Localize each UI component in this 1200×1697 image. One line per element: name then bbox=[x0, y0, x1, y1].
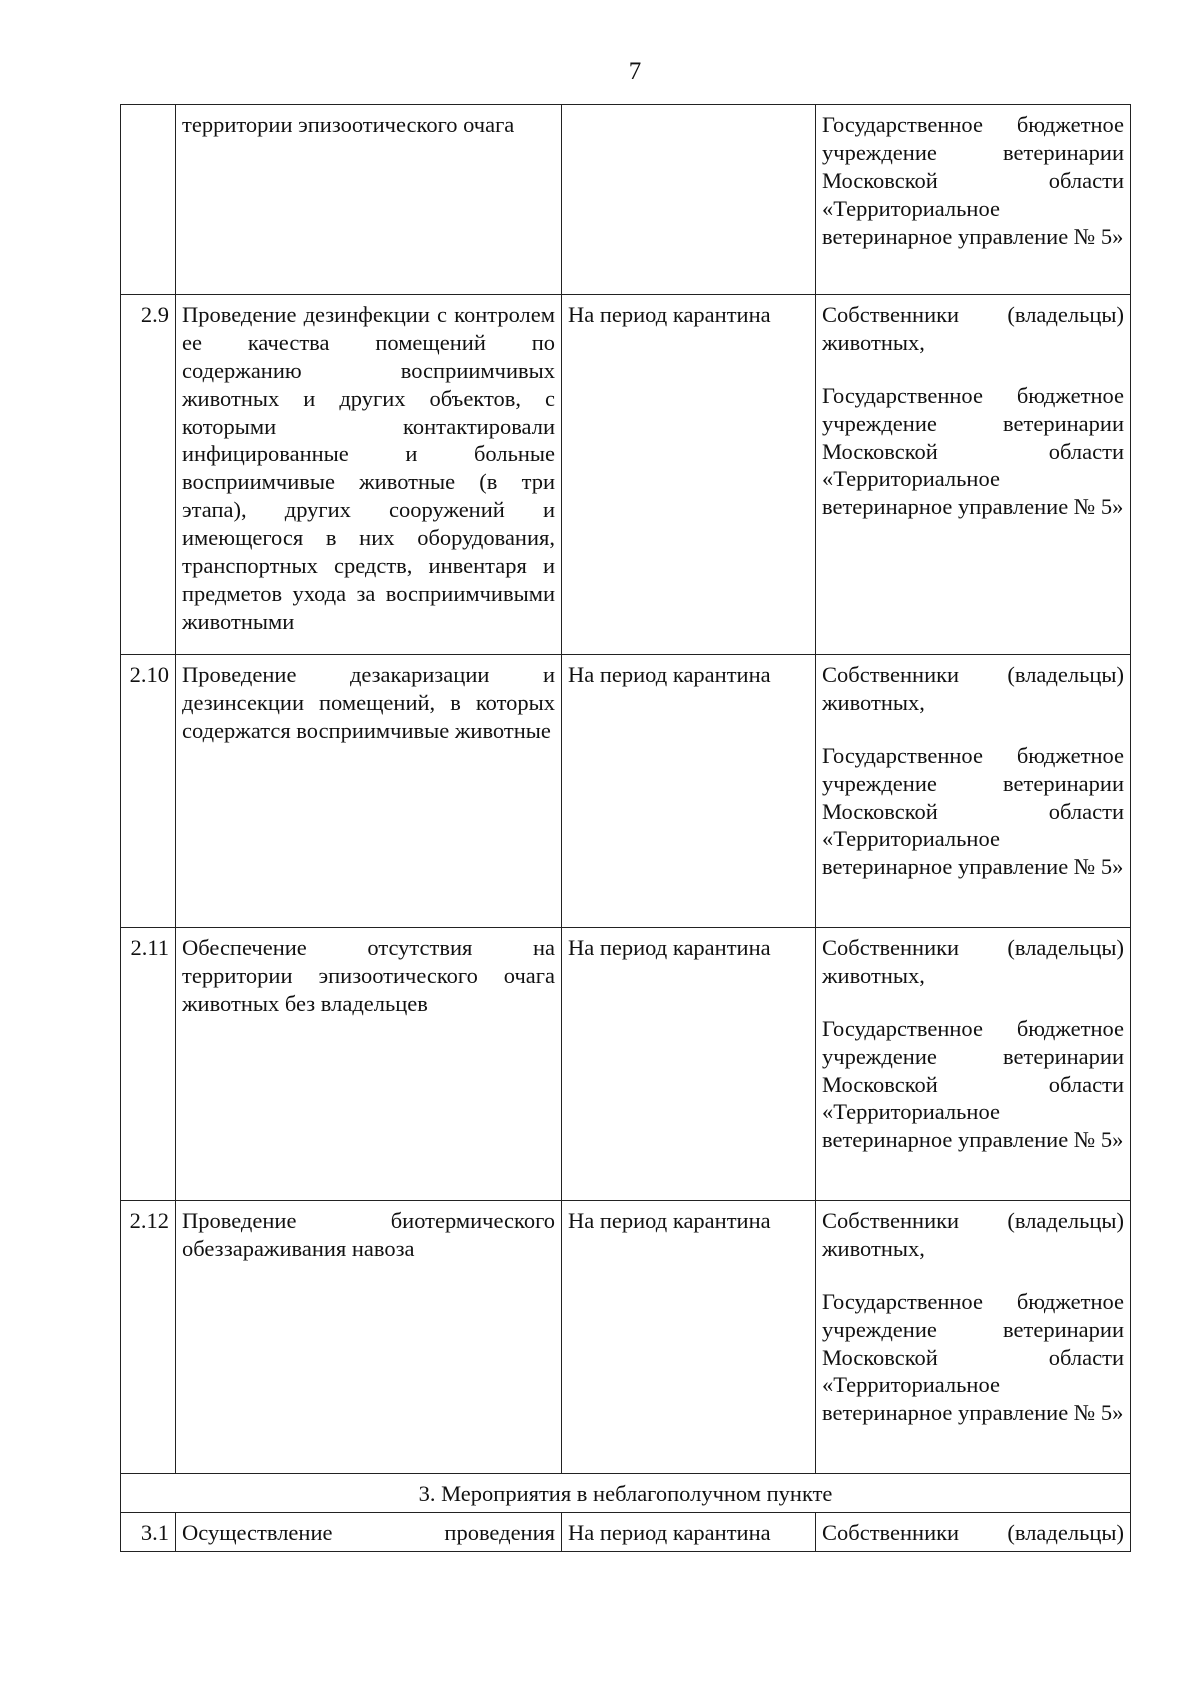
section-header-row bbox=[121, 1474, 1131, 1513]
responsible-cell: Собственники (владельцы) bbox=[816, 1512, 1131, 1551]
table-row bbox=[121, 1512, 1131, 1551]
period-cell: На период карантина bbox=[562, 1201, 816, 1474]
action-cell: Осуществление проведения bbox=[176, 1512, 562, 1551]
row-number: 2.9 bbox=[121, 295, 176, 655]
page-number: 7 bbox=[628, 58, 642, 85]
table-row bbox=[121, 105, 1131, 295]
responsible-owners: Собственники (владельцы) животных, bbox=[822, 1208, 1124, 1261]
responsible-owners: Собственники (владельцы) животных, bbox=[822, 662, 1124, 715]
responsible-cell bbox=[816, 105, 1131, 295]
responsible-organization: Государственное бюджетное учреждение ветеринарии Московской области «Территориальное ветеринарное управление № 5» bbox=[822, 382, 1124, 520]
row-number bbox=[121, 105, 176, 295]
period-cell: На период карантина bbox=[562, 655, 816, 928]
responsible-organization: Государственное бюджетное учреждение ветеринарии Московской области «Территориальное ветеринарное управление № 5» bbox=[822, 112, 1124, 249]
responsible-organization: Государственное бюджетное учреждение ветеринарии Московской области «Территориальное ветеринарное управление № 5» bbox=[822, 742, 1124, 880]
period-cell: На период карантина bbox=[562, 1512, 816, 1551]
row-number: 3.1 bbox=[121, 1512, 176, 1551]
table-row bbox=[121, 655, 1131, 928]
responsible-organization: Государственное бюджетное учреждение ветеринарии Московской области «Территориальное ветеринарное управление № 5» bbox=[822, 1015, 1124, 1153]
table-row bbox=[121, 1201, 1131, 1474]
table-row bbox=[121, 928, 1131, 1201]
responsible-cell bbox=[816, 928, 1131, 1201]
action-cell: Проведение дезинфекции с контролем ее качества помещений по содержанию восприимчивых животных и других объектов, с которыми контактировали инфицированные и больные восприимчивые животные (в три этапа), других сооружений и имеющегося в них оборудования, транспортных средств, инвентаря и предметов ухода за восприимчивыми животными bbox=[176, 295, 562, 655]
measures-table bbox=[120, 104, 1131, 1552]
responsible-owners: Собственники (владельцы) животных, bbox=[822, 302, 1124, 355]
action-cell: Обеспечение отсутствия на территории эпизоотического очага животных без владельцев bbox=[176, 928, 562, 1201]
period-cell: На период карантина bbox=[562, 928, 816, 1201]
responsible-cell bbox=[816, 655, 1131, 928]
row-number: 2.10 bbox=[121, 655, 176, 928]
table-row bbox=[121, 295, 1131, 655]
responsible-cell bbox=[816, 1201, 1131, 1474]
responsible-organization: Государственное бюджетное учреждение ветеринарии Московской области «Территориальное ветеринарное управление № 5» bbox=[822, 1288, 1124, 1426]
row-number: 2.11 bbox=[121, 928, 176, 1201]
row-number: 2.12 bbox=[121, 1201, 176, 1474]
section-title: 3. Мероприятия в неблагополучном пункте bbox=[121, 1474, 1131, 1513]
responsible-owners: Собственники (владельцы) животных, bbox=[822, 935, 1124, 988]
action-cell: Проведение дезакаризации и дезинсекции помещений, в которых содержатся восприимчивые животные bbox=[176, 655, 562, 928]
period-cell: На период карантина bbox=[562, 295, 816, 655]
responsible-cell bbox=[816, 295, 1131, 655]
period-cell bbox=[562, 105, 816, 295]
action-cell: Проведение биотермического обеззараживания навоза bbox=[176, 1201, 562, 1474]
action-cell: территории эпизоотического очага bbox=[176, 105, 562, 295]
